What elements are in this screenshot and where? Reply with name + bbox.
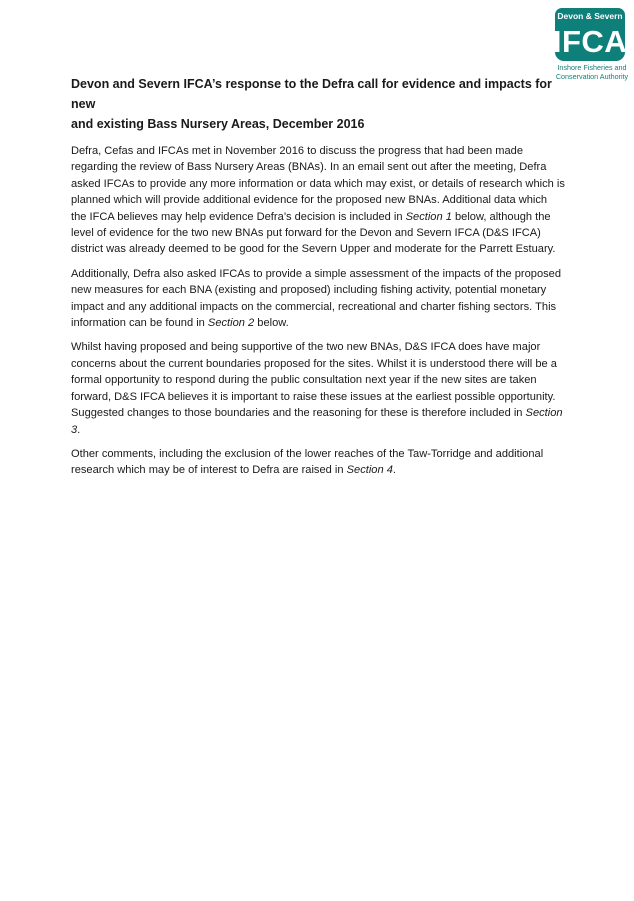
- paragraph-3-text-b: .: [77, 423, 81, 436]
- logo-wordmark: IFCA: [552, 24, 628, 59]
- paragraph-1: [71, 143, 565, 258]
- ifca-logo: [552, 8, 629, 81]
- paragraph-3: [71, 339, 565, 437]
- section-4-reference: Section 4: [346, 464, 393, 477]
- logo-subtitle-line2: Conservation Authority: [555, 71, 629, 81]
- paragraph-2: [71, 266, 565, 332]
- paragraph-2-text-b: below.: [254, 317, 289, 330]
- title-line-1: Devon and Severn IFCA’s response to the Defra call for evidence and impacts for new: [71, 77, 552, 111]
- paragraph-4: [71, 446, 565, 479]
- paragraph-4-text-a: Other comments, including the exclusion of the lower reaches of the Taw-Torridge and additional research which may be of interest to Defra are raised in: [71, 447, 544, 477]
- logo-subtitle-line1: Inshore Fisheries and: [557, 63, 627, 72]
- section-1-reference: Section 1: [405, 210, 452, 223]
- paragraph-4-text-b: .: [392, 464, 396, 477]
- paragraph-3-text-a: Whilst having proposed and being supportive of the two new BNAs, D&S IFCA does have major concerns about the current boundaries proposed for the sites. Whilst it is understood there will be a formal opportunity to respond during the public consultation next year if the new sites are taken forward, D&S IFCA believes it is important to raise these issues at the earliest possible opportunity. Suggested changes to those boundaries and the reasoning for these is therefore included in: [71, 341, 557, 420]
- document-body: [71, 74, 565, 487]
- document-title: [71, 74, 565, 134]
- section-2-reference: Section 2: [207, 317, 255, 330]
- paragraph-1-text-a: Defra, Cefas and IFCAs met in November 2016 to discuss the progress that had been made regarding the review of Bass Nursery Areas (BNAs). In an email sent out after the meeting, Defra asked IFCAs to provide any more information or data which may exist, or details of research which is planned which will provide additional evidence for the proposed new BNAs. Additional data which the IFCA believes may help evidence Defra’s decision is included in: [71, 145, 565, 223]
- section-3-reference: Section 3: [71, 407, 563, 436]
- logo-region-label: Devon & Severn: [555, 8, 625, 23]
- paragraph-2-text-a: Additionally, Defra also asked IFCAs to provide a simple assessment of the impacts of the proposed new measures for each BNA (existing and proposed) including fishing activity, potential monetary impact and any additional impacts on the commercial, recreational and charter fishing sectors. This information can be found in: [71, 267, 562, 330]
- paragraph-1-text-b: below, although the level of evidence for the two new BNAs put forward for the Devon and Severn IFCA (D&S IFCA) district was already deemed to be good for the Severn Upper and moderate for the Parrett Estuary.: [71, 210, 556, 256]
- title-line-2: and existing Bass Nursery Areas, December 2016: [71, 117, 365, 131]
- logo-subtitle: [555, 64, 629, 81]
